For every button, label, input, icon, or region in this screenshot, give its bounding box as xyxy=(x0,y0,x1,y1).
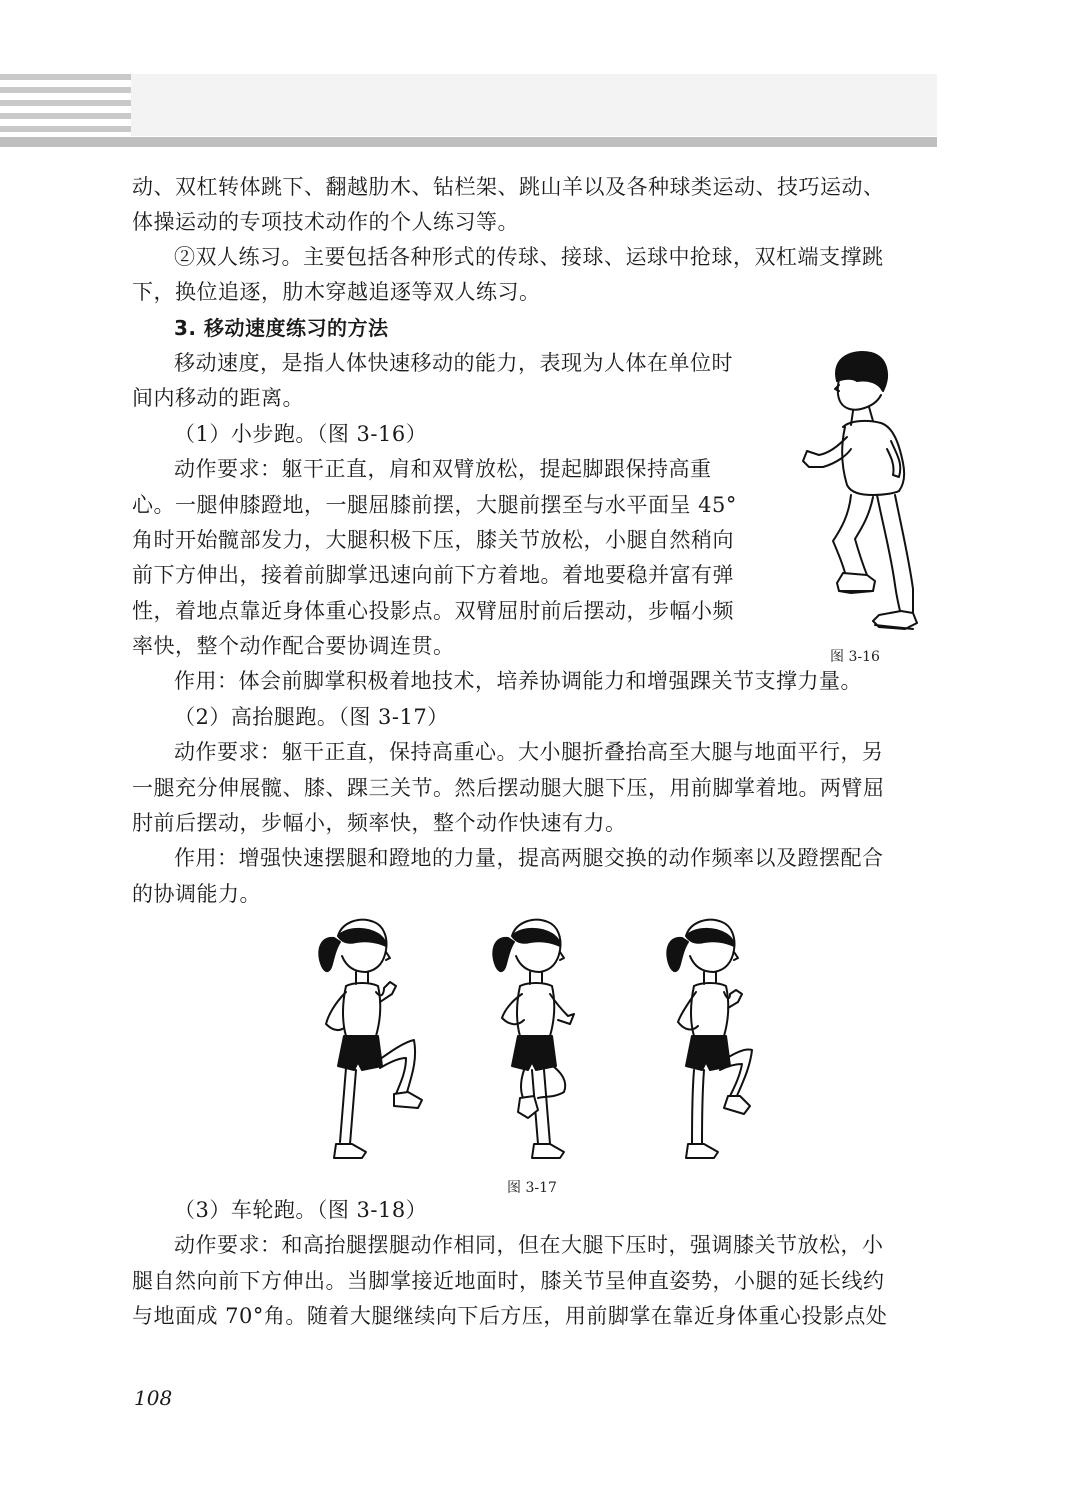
paragraph-line: 率快，整个动作配合要协调连贯。 xyxy=(132,634,455,658)
paragraph-line: 前下方伸出，接着前脚掌迅速向前下方着地。着地要稳并富有弹 xyxy=(132,563,734,587)
paragraph-line: 动、双杠转体跳下、翻越肋木、钻栏架、跳山羊以及各种球类运动、技巧运动、 xyxy=(132,175,885,199)
header-stripes xyxy=(0,74,131,132)
header-bar xyxy=(0,137,937,147)
paragraph-line: 动作要求：躯干正直，保持高重心。大小腿折叠抬高至大腿与地面平行，另 xyxy=(174,740,884,764)
paragraph-line: ②双人练习。主要包括各种形式的传球、接球、运球中抢球，双杠端支撑跳 xyxy=(174,245,884,269)
section-heading: 3. 移动速度练习的方法 xyxy=(174,316,389,340)
figure-3-16-caption: 图 3-16 xyxy=(830,649,880,665)
paragraph-line: 心。一腿伸膝蹬地，一腿屈膝前摆，大腿前摆至与水平面呈 45° xyxy=(132,493,737,517)
paragraph-line: 性，着地点靠近身体重心投影点。双臂屈肘前后摆动，步幅小频 xyxy=(132,599,734,623)
paragraph-line: 角时开始髋部发力，大腿积极下压，膝关节放松，小腿自然稍向 xyxy=(132,528,734,552)
paragraph-line: 作用：增强快速摆腿和蹬地的力量，提高两腿交换的动作频率以及蹬摆配合 xyxy=(174,846,884,870)
paragraph-line: 腿自然向前下方伸出。当脚掌接近地面时，膝关节呈伸直姿势，小腿的延长线约 xyxy=(132,1269,885,1293)
paragraph-line: 与地面成 70°角。随着大腿继续向下后方压，用前脚掌在靠近身体重心投影点处 xyxy=(132,1304,888,1328)
page-number: 108 xyxy=(134,1386,173,1410)
paragraph-line: 下，换位追逐，肋木穿越追逐等双人练习。 xyxy=(132,280,541,304)
paragraph-line: （3）车轮跑。（图 3-18） xyxy=(174,1198,428,1222)
paragraph-line: 的协调能力。 xyxy=(132,882,261,906)
paragraph-line: 一腿充分伸展髋、膝、踝三关节。然后摆动腿大腿下压，用前脚掌着地。两臂屈 xyxy=(132,776,885,800)
paragraph-line: 肘前后摆动，步幅小，频率快，整个动作快速有力。 xyxy=(132,811,627,835)
paragraph-line: 动作要求：和高抬腿摆腿动作相同，但在大腿下压时，强调膝关节放松，小 xyxy=(174,1233,884,1257)
paragraph-line: 体操运动的专项技术动作的个人练习等。 xyxy=(132,210,519,234)
paragraph-line: （2）高抬腿跑。（图 3-17） xyxy=(174,705,449,729)
paragraph-line: 动作要求：躯干正直，肩和双臂放松，提起脚跟保持高重 xyxy=(174,457,712,481)
paragraph-line: 移动速度，是指人体快速移动的能力，表现为人体在单位时 xyxy=(174,351,733,375)
figure-3-17-caption: 图 3-17 xyxy=(507,1180,557,1196)
figure-3-16-illustration xyxy=(795,345,925,637)
paragraph-line: （1）小步跑。（图 3-16） xyxy=(174,422,428,446)
paragraph-line: 间内移动的距离。 xyxy=(132,386,304,410)
figure-3-17-illustration xyxy=(300,912,770,1167)
paragraph-line: 作用：体会前脚掌积极着地技术，培养协调能力和增强踝关节支撑力量。 xyxy=(174,669,862,693)
header-background xyxy=(131,74,937,136)
